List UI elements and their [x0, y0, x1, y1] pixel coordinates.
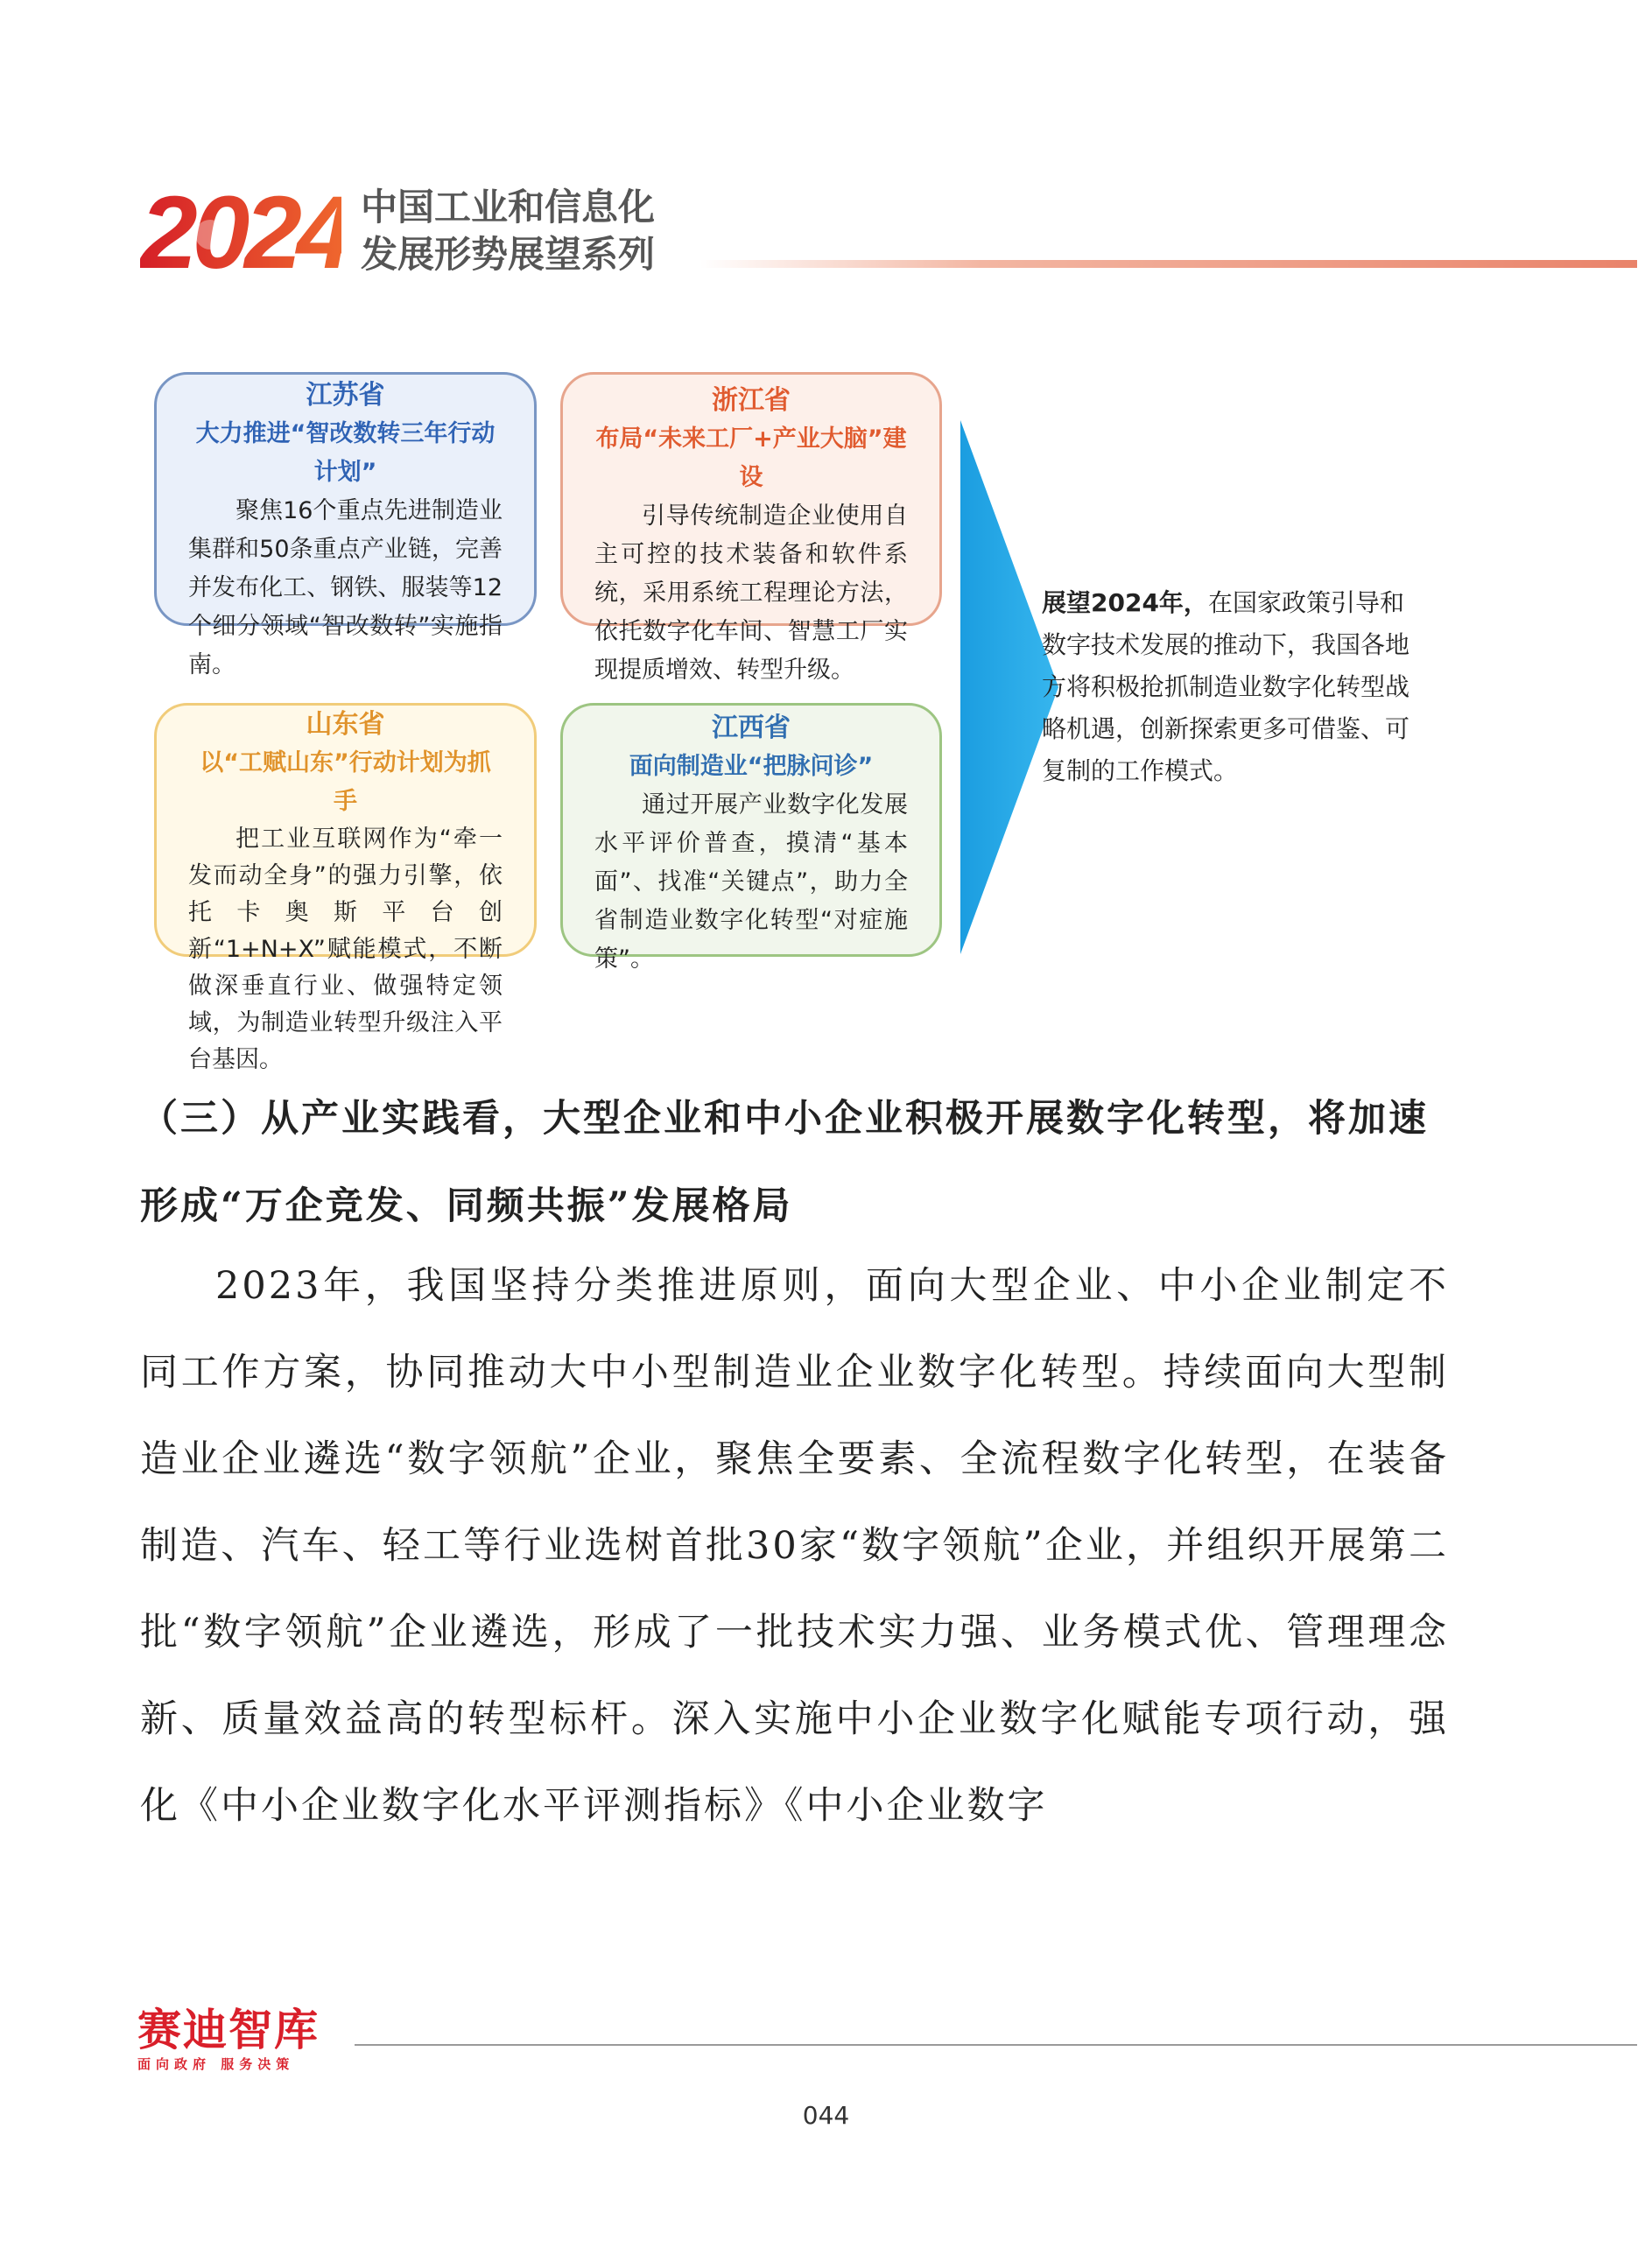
section-heading: （三）从产业实践看，大型企业和中小企业积极开展数字化转型，将加速形成“万企竞发、同频共振”发展格局: [140, 1097, 1429, 1228]
shandong-subtitle: 以“工赋山东”行动计划为抓手: [200, 749, 491, 815]
jiangxi-name: 江西省: [712, 713, 791, 743]
zhejiang-name: 浙江省: [712, 385, 791, 416]
jiangsu-box: [154, 372, 537, 678]
jiangsu-subtitle: 大力推进“智改数转三年行动计划”: [195, 420, 496, 486]
zhejiang-body: 引导传统制造企业使用自主可控的技术装备和软件系统，采用系统工程理论方法，依托数字化车间、智慧工厂实现提质增效、转型升级。: [594, 502, 908, 684]
jiangxi-body: 通过开展产业数字化发展水平评价普查，摸清“基本面”、找准“关键点”，助力全省制造业数字化转型“对症施策”。: [594, 791, 908, 973]
series-title: [361, 184, 655, 278]
shandong-body: 把工业互联网作为“牵一发而动全身”的强力引擎，依托卡奥斯平台创新“1+N+X”赋能模式，不断做深垂直行业、做强特定领域，为制造业转型升级注入平台基因。: [188, 825, 503, 1073]
year-2024-logo: [140, 184, 341, 278]
zhejiang-subtitle: 布局“未来工厂+产业大脑”建设: [595, 425, 907, 491]
jiangsu-body: 聚焦16个重点先进制造业集群和50条重点产业链，完善并发布化工、钢铁、服装等12个细分领域“智改数转”实施指南。: [188, 497, 503, 678]
series-title-line2: 发展形势展望系列: [361, 233, 656, 276]
shandong-name: 山东省: [306, 709, 385, 740]
brand-slogan: 面向政府 服务决策: [137, 2056, 295, 2072]
svg-text:2024: 2024: [140, 184, 341, 278]
body-paragraph: 2023年，我国坚持分类推进原则，面向大型企业、中小企业制定不同工作方案，协同推动大中小型制造业企业数字化转型。持续面向大型制造业企业遴选“数字领航”企业，聚焦全要素、全流程数字化转型，在装备制造、汽车、轻工等行业选树首批30家“数字领航”企业，并组织开展第二批“数字领航”企业遴选，形成了一批技术实力强、业务模式优、管理理念新、质量效益高的转型标杆。深入实施中小企业数字化赋能专项行动，强化《中小企业数字化水平评测指标》《中小企业数字: [140, 1264, 1449, 1828]
shandong-box: [154, 703, 537, 1073]
jiangsu-name: 江苏省: [306, 380, 385, 411]
outlook-text: [1042, 582, 1418, 792]
ccid-brand-logo: [137, 2005, 356, 2073]
jiangxi-subtitle: 面向制造业“把脉问诊”: [629, 753, 874, 780]
outlook-body: 在国家政策引导和数字技术发展的推动下，我国各地方将积极抢抓制造业数字化转型战略机遇，创新探索更多可借鉴、可复制的工作模式。: [1042, 588, 1410, 785]
series-title-line1: 中国工业和信息化: [361, 186, 656, 228]
brand-name: 赛迪智库: [137, 2005, 320, 2055]
outlook-lead: 展望2024年，: [1042, 588, 1208, 617]
footer-divider: [355, 2044, 1637, 2046]
page-number: 044: [802, 2101, 850, 2130]
jiangxi-box: [560, 703, 942, 973]
zhejiang-box: [560, 372, 942, 684]
header-divider: [700, 260, 1637, 268]
